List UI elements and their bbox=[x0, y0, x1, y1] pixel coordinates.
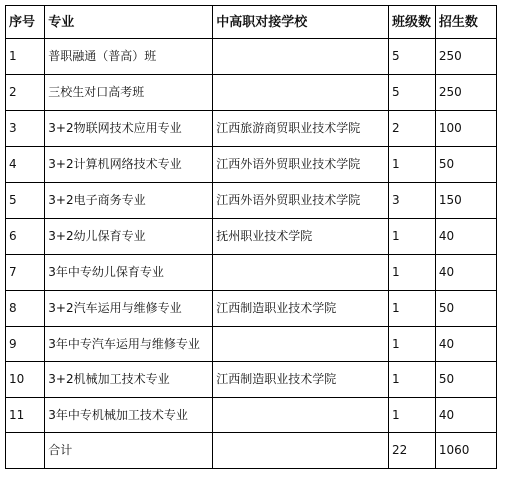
cell-classes: 5 bbox=[388, 39, 435, 75]
table-row bbox=[6, 398, 497, 433]
table-row bbox=[6, 75, 497, 111]
cell-enroll: 250 bbox=[435, 75, 496, 111]
cell-seq: 11 bbox=[6, 398, 45, 433]
cell-seq: 4 bbox=[6, 147, 45, 183]
cell-school: 江西外语外贸职业技术学院 bbox=[213, 147, 389, 183]
cell-classes: 1 bbox=[388, 147, 435, 183]
cell-major: 3年中专机械加工技术专业 bbox=[45, 398, 213, 433]
header-seq: 序号 bbox=[6, 6, 45, 39]
cell-seq: 7 bbox=[6, 255, 45, 291]
cell-classes: 1 bbox=[388, 398, 435, 433]
cell-enroll: 40 bbox=[435, 255, 496, 291]
cell-major: 普职融通（普高）班 bbox=[45, 39, 213, 75]
cell-seq: 2 bbox=[6, 75, 45, 111]
cell-seq bbox=[6, 433, 45, 469]
table-row bbox=[6, 362, 497, 398]
cell-enroll: 250 bbox=[435, 39, 496, 75]
cell-school bbox=[213, 75, 389, 111]
table-row bbox=[6, 147, 497, 183]
cell-major: 3+2汽车运用与维修专业 bbox=[45, 291, 213, 327]
table-row bbox=[6, 219, 497, 255]
cell-classes: 1 bbox=[388, 327, 435, 362]
cell-school bbox=[213, 433, 389, 469]
table-row bbox=[6, 111, 497, 147]
total-enroll: 1060 bbox=[435, 433, 496, 469]
table-row bbox=[6, 255, 497, 291]
cell-major: 3+2机械加工技术专业 bbox=[45, 362, 213, 398]
cell-seq: 1 bbox=[6, 39, 45, 75]
cell-major: 3+2电子商务专业 bbox=[45, 183, 213, 219]
cell-major: 3年中专汽车运用与维修专业 bbox=[45, 327, 213, 362]
cell-classes: 1 bbox=[388, 219, 435, 255]
cell-seq: 5 bbox=[6, 183, 45, 219]
cell-enroll: 40 bbox=[435, 327, 496, 362]
header-enrollment: 招生数 bbox=[435, 6, 496, 39]
cell-classes: 1 bbox=[388, 362, 435, 398]
cell-seq: 3 bbox=[6, 111, 45, 147]
total-label: 合计 bbox=[45, 433, 213, 469]
cell-school: 江西外语外贸职业技术学院 bbox=[213, 183, 389, 219]
header-major: 专业 bbox=[45, 6, 213, 39]
cell-seq: 10 bbox=[6, 362, 45, 398]
table-row bbox=[6, 39, 497, 75]
table-row bbox=[6, 291, 497, 327]
cell-enroll: 150 bbox=[435, 183, 496, 219]
cell-enroll: 40 bbox=[435, 219, 496, 255]
cell-school: 抚州职业技术学院 bbox=[213, 219, 389, 255]
cell-seq: 6 bbox=[6, 219, 45, 255]
total-classes: 22 bbox=[388, 433, 435, 469]
cell-enroll: 50 bbox=[435, 147, 496, 183]
cell-school: 江西旅游商贸职业技术学院 bbox=[213, 111, 389, 147]
cell-enroll: 40 bbox=[435, 398, 496, 433]
cell-enroll: 100 bbox=[435, 111, 496, 147]
cell-major: 3+2物联网技术应用专业 bbox=[45, 111, 213, 147]
cell-enroll: 50 bbox=[435, 291, 496, 327]
header-partner-school: 中高职对接学校 bbox=[213, 6, 389, 39]
cell-major: 3+2幼儿保育专业 bbox=[45, 219, 213, 255]
cell-school bbox=[213, 327, 389, 362]
enrollment-plan-sheet bbox=[5, 5, 497, 469]
cell-school: 江西制造职业技术学院 bbox=[213, 291, 389, 327]
cell-major: 三校生对口高考班 bbox=[45, 75, 213, 111]
cell-school bbox=[213, 39, 389, 75]
header-class-count: 班级数 bbox=[388, 6, 435, 39]
cell-school bbox=[213, 398, 389, 433]
cell-classes: 1 bbox=[388, 291, 435, 327]
cell-classes: 3 bbox=[388, 183, 435, 219]
cell-major: 3年中专幼儿保育专业 bbox=[45, 255, 213, 291]
table-row bbox=[6, 327, 497, 362]
enrollment-plan-table bbox=[5, 5, 497, 469]
table-total-row bbox=[6, 433, 497, 469]
cell-classes: 2 bbox=[388, 111, 435, 147]
cell-seq: 8 bbox=[6, 291, 45, 327]
table-header-row bbox=[6, 6, 497, 39]
cell-school bbox=[213, 255, 389, 291]
cell-seq: 9 bbox=[6, 327, 45, 362]
cell-enroll: 50 bbox=[435, 362, 496, 398]
cell-classes: 1 bbox=[388, 255, 435, 291]
cell-classes: 5 bbox=[388, 75, 435, 111]
cell-major: 3+2计算机网络技术专业 bbox=[45, 147, 213, 183]
cell-school: 江西制造职业技术学院 bbox=[213, 362, 389, 398]
table-row bbox=[6, 183, 497, 219]
